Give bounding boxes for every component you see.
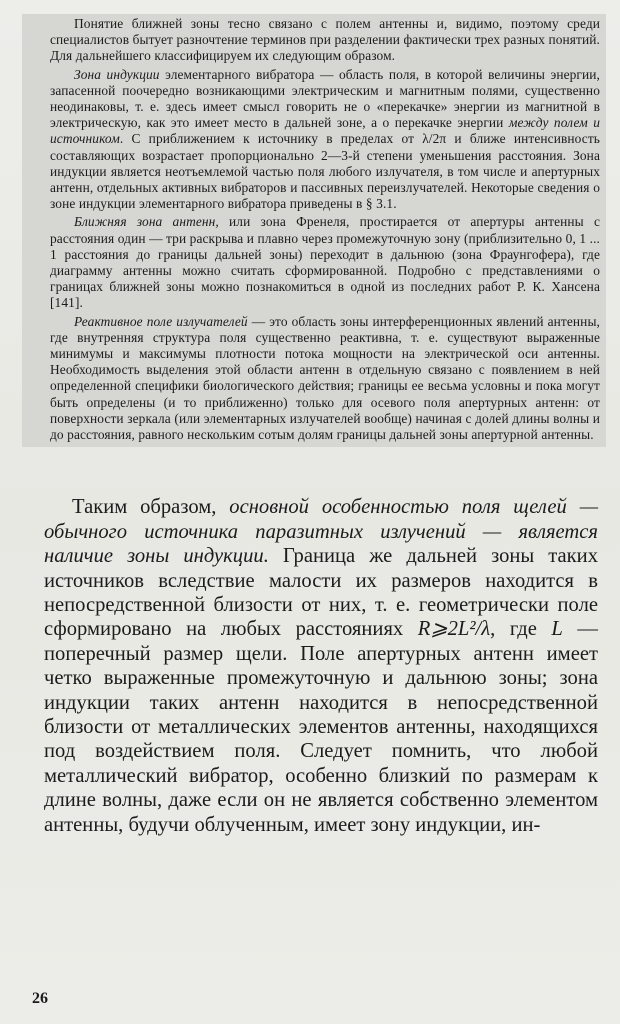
main-paragraph (44, 495, 598, 837)
term-reactive-field: Реактивное поле излучателей (74, 313, 248, 329)
main-text-d: — поперечный размер щели. Поле апертурных антенн имеет четко выраженные промежуточную и дальнюю зоны; зона индукции таких антенн находится в непосредственной близости от металлических элементов антенны, находящихся под воздействием поля. Следует помнить, что любой металлический вибратор, особенно близкий по размерам к длине волны, даже если он не является собственно элементом антенны, будучи облученным, имеет зону индукции, ин- (44, 618, 598, 836)
main-text-c: , где (490, 618, 552, 641)
term-induction-zone: Зона индукции (74, 66, 160, 82)
near-zone-text: или зона Френеля, простирается от апертуры антенны с расстояния один — три раскрыва и плавно через промежуточную зону (приблизительно 0, 1 ... 1 расстояния до границы дальней зоны) переходит в дальнюю (зона Фраунгофера), где диаграмму антенны можно считать сформированной. Подробно с представлениями о границах ближней зоны можно познакомиться в одной из последних работ Р. К. Хансена [141]. (50, 214, 601, 311)
induction-text-b: . С приближением к источнику в пределах от λ/2π и ближе интенсивность составляющих возрастает пропорционально 2—3-й степени уменьшения расстояния. Зона индукции является неотъемлемой частью поля любого излучателя, в том числе и апертурных антенн, отдельных активных вибраторов и пассивных переизлучателей. Некоторые сведения о зоне индукции элементарного вибратора приведены в § 3.1. (50, 131, 600, 212)
reactive-field-text: — это область зоны интерференционных явлений антенны, где внутренняя структура поля существенно реактивна, т. е. существуют выраженные минимумы и максимумы плотности потока мощности на электрической оси антенны. Необходимость выделения этой области антенн в отдельную связано с появлением в ней определенной специфики биологического действия; границы ее весьма условны и пока могут быть определены (и то приближенно) только для осевого поля апертурных антенн: от поверхности зеркала (или элементарных излучателей вообще) начиная с долей длины волны и до расстояния, равного нескольким сотым долям границы дальней зоны апертурной антенны. (50, 313, 600, 443)
intro-text: Понятие ближней зоны тесно связано с полем антенны и, видимо, поэтому среди специалистов бытует разночтение терминов при разделении фактически трех разных понятий. Для дальнейшего классифицируем их следующим образом. (50, 16, 600, 64)
main-emphasis: основной особенностью поля щелей — обычного источника паразитных излучений — является наличие зоны индукции. (44, 496, 599, 568)
page-number: 26 (32, 990, 48, 1007)
intro-paragraph (50, 16, 600, 65)
induction-text-a: элементарного вибратора — область поля, в которой величины энергии, запасенной поочередно возникающими электрическим и магнитным полями, существенно неодинаковы, т. е. здесь имеет смысл говорить не о «перекачке» энергии из магнитной в электрическую, как это имеет место в дальней зоне, а о перекачке энергии (50, 66, 601, 131)
induction-zone-paragraph (50, 67, 600, 213)
near-zone-paragraph (50, 214, 600, 311)
shaded-definitions-box (22, 14, 606, 447)
slot-size-symbol: L (551, 618, 563, 641)
term-field-source: между полем и источником (50, 115, 600, 147)
far-zone-formula: R⩾2L²/λ (417, 618, 491, 641)
term-near-zone: Ближняя зона антенн, (74, 214, 219, 230)
main-text-a: Таким образом, (72, 496, 230, 519)
reactive-field-paragraph (50, 314, 600, 444)
main-text-b: Граница же дальней зоны таких источников вследствие малости их размеров находится в непосредственной близости от них, т. е. геометрически поле сформировано на любых расстояниях (44, 545, 599, 641)
